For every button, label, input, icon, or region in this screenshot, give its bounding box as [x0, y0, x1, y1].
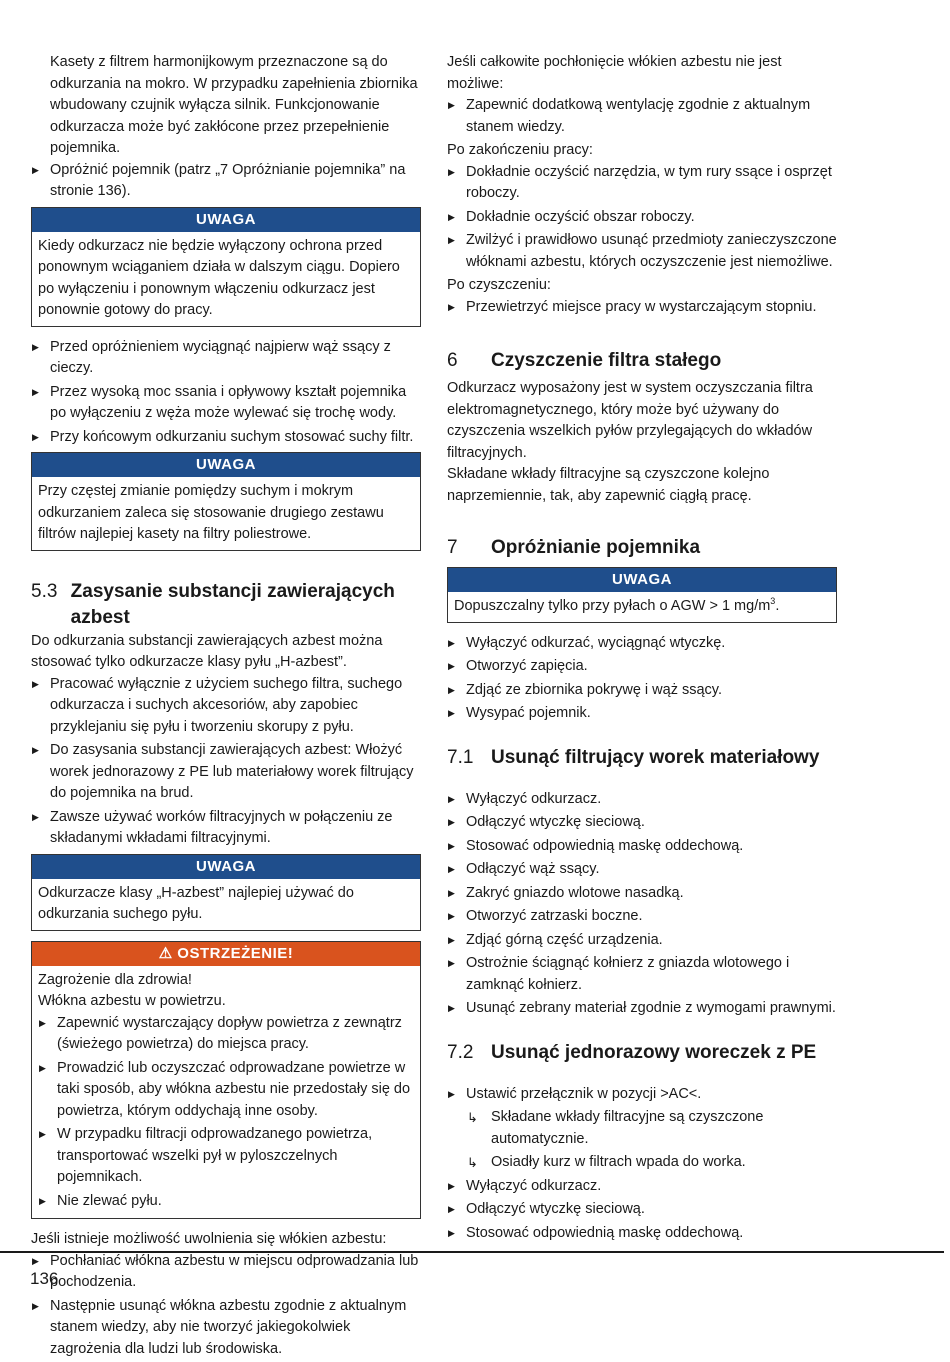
list-item: ▶ Stosować odpowiednią maskę oddechową.	[447, 836, 837, 858]
list-item: ▶ Pracować wyłącznie z użyciem suchego filtra, suchego odkurzacza i suchych akcesoriów, aby zapobiec przyklejaniu się pyłu i tworzeniu skorupy z pyłu.	[31, 674, 421, 739]
section-number: 7.2	[447, 1041, 474, 1063]
section-heading	[31, 579, 421, 631]
paragraph: Odkurzacz wyposażony jest w system oczyszczania filtra elektromagnetycznego, który może być używany do czyszczenia wszelkich pyłów przylegających do wkładów filtracyjnych.	[447, 380, 813, 461]
section-number: 7.1	[447, 746, 474, 768]
section-number: 6	[447, 350, 458, 371]
list-item: ▶ Dokładnie oczyścić narzędzia, w tym rury ssące i osprzęt roboczy.	[447, 162, 837, 205]
list-item: ▶ Zapewnić wystarczający dopływ powietrza z zewnątrz (świeżego powietrza) do miejsca pracy.	[38, 1013, 414, 1056]
note-text: Kiedy odkurzacz nie będzie wyłączony ochrona przed ponownym wciąganiem działa w dalszym ciągu. Dopiero po wyłączeniu i ponownym włączeniu odkurzacz jest ponownie gotowy do pracy.	[38, 237, 400, 318]
list-item: ▶ Przy końcowym odkurzaniu suchym stosować suchy filtr.	[31, 427, 421, 449]
list-item: ▶ Wyłączyć odkurzacz.	[447, 1176, 837, 1198]
release-list	[31, 1251, 421, 1361]
list-item: ▶ Wyłączyć odkurzać, wyciągnąć wtyczkę.	[447, 633, 837, 655]
list-item: ▶ Zdjąć górną część urządzenia.	[447, 930, 837, 952]
section-title: Usunąć filtrujący worek materiałowy	[491, 746, 820, 768]
asbestos-list	[31, 674, 421, 850]
list-empty-container	[31, 160, 421, 203]
section-title: Usunąć jednorazowy woreczek z PE	[491, 1041, 817, 1063]
list-item: ▶ Do zasysania substancji zawierających azbest: Włożyć worek jednorazowy z PE lub materiałowy worek filtrujący do pojemnika na brud.	[31, 740, 421, 805]
list-item: ▶ Pochłaniać włókna azbestu w miejscu odprowadzania lub pochodzenia.	[31, 1251, 421, 1294]
section-title: Opróżnianie pojemnika	[491, 537, 701, 558]
paragraph: Po czyszczeniu:	[447, 277, 551, 293]
list-item: ▶ Przed opróżnieniem wyciągnąć najpierw wąż ssący z cieczy.	[31, 337, 421, 380]
result-item: ↳ Składane wkłady filtracyjne są czyszczone automatycznie.	[447, 1107, 837, 1150]
note-box	[31, 452, 421, 551]
section-title: Zasysanie substancji zawierających azbest	[70, 580, 395, 628]
note-text	[448, 592, 836, 622]
section-heading	[447, 348, 837, 374]
list-item: ▶ Nie zlewać pyłu.	[38, 1191, 414, 1213]
list-item: ▶ W przypadku filtracji odprowadzanego powietrza, transportować wszelki pył w pyloszczelnych pojemnikach.	[38, 1124, 414, 1189]
list-item: ▶ Usunąć zebrany materiał zgodnie z wymogami prawnymi.	[447, 998, 837, 1020]
note-box	[447, 567, 837, 623]
intro-paragraph: Kasety z filtrem harmonijkowym przeznaczone są do odkurzania na mokro. W przypadku zapełnienia zbiornika wbudowany czujnik wyłącza silnik. Funkcjonowanie odkurzacza może być zakłócone przez przepełnienie pojemnika.	[50, 54, 418, 156]
section-heading	[447, 745, 837, 771]
after-cleaning-list	[447, 297, 837, 319]
warning-header: ⚠ OSTRZEŻENIE!	[32, 942, 420, 966]
note-header: UWAGA	[32, 208, 420, 232]
warning-line: Zagrożenie dla zdrowia!	[38, 971, 192, 988]
release-intro: Jeśli istnieje możliwość uwolnienia się włókien azbestu:	[31, 1231, 387, 1247]
section-intro: Do odkurzania substancji zawierających azbest można stosować tylko odkurzacze klasy pyłu „H-azbest”.	[31, 632, 383, 670]
list-item: ▶ Ostrożnie ściągnąć kołnierz z gniazda wlotowego i zamknąć kołnierz.	[447, 953, 837, 996]
note-text-end: .	[775, 598, 780, 614]
filter-bag-list	[447, 789, 837, 1020]
list-before-emptying	[31, 337, 421, 449]
note-text-main: Dopuszczalny tylko przy pyłach o AGW > 1 mg/m	[454, 598, 771, 614]
paragraph: Składane wkłady filtracyjne są czyszczone kolejno naprzemiennie, tak, aby zapewnić ciągłą pracę.	[447, 466, 770, 504]
list-item: ▶ Przewietrzyć miejsce pracy w wystarczającym stopniu.	[447, 297, 837, 319]
section-heading	[447, 1040, 837, 1066]
ventilation-list	[447, 95, 837, 138]
list-item: ▶ Dokładnie oczyścić obszar roboczy.	[447, 207, 837, 229]
list-item: ▶ Odłączyć wąż ssący.	[447, 859, 837, 881]
list-item: ▶ Zawsze używać worków filtracyjnych w połączeniu ze składanymi wkładami filtracyjnymi.	[31, 807, 421, 850]
note-box	[31, 854, 421, 931]
note-text: Odkurzacze klasy „H-azbest” najlepiej używać do odkurzania suchego pyłu.	[38, 884, 354, 922]
list-item: ▶ Opróżnić pojemnik (patrz „7 Opróżnianie pojemnika” na stronie 136).	[31, 160, 421, 203]
list-item: ▶ Otworzyć zatrzaski boczne.	[447, 906, 837, 928]
note-header: UWAGA	[32, 453, 420, 477]
list-item: ▶ Zwilżyć i prawidłowo usunąć przedmioty zanieczyszczone włóknami azbestu, których oczyszczenie jest niemożliwe.	[447, 230, 837, 273]
section-heading	[447, 535, 837, 561]
page-number: 136	[30, 1269, 59, 1288]
warning-list	[38, 1013, 414, 1213]
warning-box	[31, 941, 421, 1220]
section-number: 5.3	[31, 580, 58, 602]
section-title: Czyszczenie filtra stałego	[491, 350, 722, 371]
list-item: ▶ Odłączyć wtyczkę sieciową.	[447, 812, 837, 834]
pe-bag-list	[447, 1084, 837, 1245]
list-item: ▶ Otworzyć zapięcia.	[447, 656, 837, 678]
list-item: ▶ Przez wysoką moc ssania i opływowy kształt pojemnika po wyłączeniu z węża może wylewać się trochę wody.	[31, 382, 421, 425]
after-work-list	[447, 162, 837, 274]
warning-body	[32, 966, 420, 1219]
list-item: ▶ Odłączyć wtyczkę sieciową.	[447, 1199, 837, 1221]
section-number: 7	[447, 537, 458, 558]
list-item: ▶ Wyłączyć odkurzacz.	[447, 789, 837, 811]
result-item: ↳ Osiadły kurz w filtrach wpada do worka.	[447, 1152, 837, 1174]
warning-line: Włókna azbestu w powietrzu.	[38, 993, 226, 1009]
list-item: ▶ Zdjąć ze zbiornika pokrywę i wąż ssący.	[447, 680, 837, 702]
paragraph: Po zakończeniu pracy:	[447, 142, 593, 158]
note-box	[31, 207, 421, 327]
list-item: ▶ Zakryć gniazdo wlotowe nasadką.	[447, 883, 837, 905]
emptying-list	[447, 633, 837, 725]
list-item: ▶ Prowadzić lub oczyszczać odprowadzane powietrze w taki sposób, aby włókna azbestu nie przedostały się do powietrza, którym oddychają inne osoby.	[38, 1058, 414, 1123]
note-header: UWAGA	[448, 568, 836, 592]
paragraph: Jeśli całkowite pochłonięcie włókien azbestu nie jest możliwe:	[447, 54, 782, 92]
note-superscript: 3	[770, 596, 776, 607]
footer-rule	[0, 1251, 944, 1253]
list-item: ▶ Ustawić przełącznik w pozycji >AC<.	[447, 1084, 837, 1106]
left-column	[31, 52, 421, 1362]
right-column	[447, 52, 837, 1246]
list-item: ▶ Następnie usunąć włókna azbestu zgodnie z aktualnym stanem wiedzy, aby nie tworzyć jakiegokolwiek zagrożenia dla ludzi lub środowiska.	[31, 1296, 421, 1361]
note-header: UWAGA	[32, 855, 420, 879]
list-item: ▶ Wysypać pojemnik.	[447, 703, 837, 725]
list-item: ▶ Stosować odpowiednią maskę oddechową.	[447, 1223, 837, 1245]
list-item: ▶ Zapewnić dodatkową wentylację zgodnie z aktualnym stanem wiedzy.	[447, 95, 837, 138]
note-text: Przy częstej zmianie pomiędzy suchym i mokrym odkurzaniem zaleca się stosowanie drugiego zestawu filtrów najlepiej kasety na filtry poliestrowe.	[38, 483, 384, 542]
